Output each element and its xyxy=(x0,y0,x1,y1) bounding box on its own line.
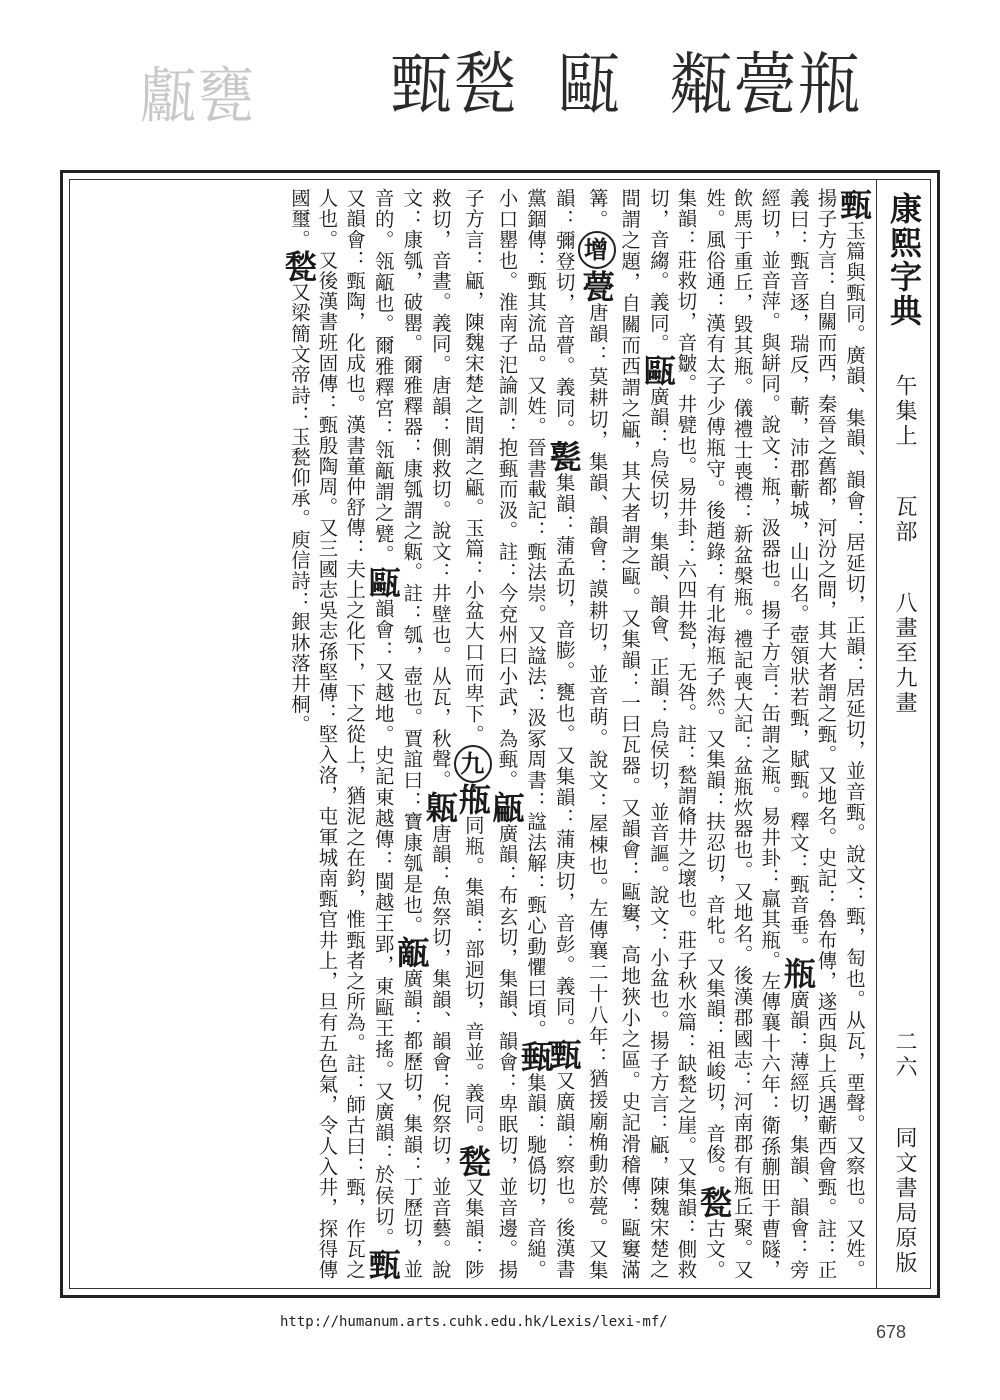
seal-script-ghost-left: 甗甕 xyxy=(140,61,256,132)
entry-definition: 廣韻：布玄切，集韻、韻會：卑眠切，並音邊。揚子方言：甂，陳魏宋楚之間謂之甂。玉篇：小盆大口而卑下。 xyxy=(461,188,519,1281)
sidebar-top-group xyxy=(877,192,930,716)
page-frame xyxy=(69,179,931,1289)
entry-headword: 甁 xyxy=(453,782,492,815)
entry-definition: 又梁簡文帝詩：玉甃仰承。庾信詩：銀牀落井桐。 xyxy=(287,281,311,736)
entry-definition: 又韻會：甄陶，化成也。漢書董仲舒傳：夫上之化下，下之從上，猶泥之在鈞，惟甄者之所為。註：師古曰：甄，作瓦之人也。又後漢書班固傳：甄殷陶周。又三國志吳志孫堅傳：堅入洛，屯軍城南甄官井上，旦有五色氣，令人入井，探得傳國璽。 xyxy=(287,188,367,1280)
sidebar-bottom-group xyxy=(877,1030,930,1276)
dictionary-entry xyxy=(363,565,402,1249)
entry-headword: 甄 xyxy=(835,188,873,221)
entry-definition: 又廣韻：察也。後漢書黨錮傳：甄其流品。又姓。晉書載記：甄法崇。又諡法：汲冢周書：諡法解：甄心動懼曰頃。 xyxy=(524,188,576,1281)
entry-definition: 廣韻：薄經切，集韻、韻會：旁經切，並音萍。與缾同。說文：瓶，汲器也。揚子方言：缶謂之瓶。易井卦：羸其瓶。左傳襄十六年：衛孫蒯田于曹隧，飲馬于重丘，毀其瓶。儀禮士喪禮：新盆槃瓶。禮記喪大記：盆瓶炊器也。又地名。後漢郡國志：河南郡有瓶丘聚。又姓。風俗通：漢有太子少傅瓶守。後趙錄：有北海瓶子然。又集韻：扶忍切，音牝。又集韻：祖峻切，音俊。 xyxy=(703,188,810,1280)
entry-definition: 唐韻：魚祭切，集韻、韻會：倪祭切，並音藝。說文：康瓠，破罌。爾雅釋器：康瓠謂之甈。註：瓠，壺也。賈誼曰：寶康瓠是也。 xyxy=(400,188,452,1281)
seal-script-group-1: 甄甃 xyxy=(390,45,519,124)
dictionary-page xyxy=(60,170,940,1298)
entry-definition: 同瓶。集韻：部迥切，音並。義同。 xyxy=(461,814,485,1145)
entry-headword: 甏 xyxy=(544,439,583,473)
page-label: 二六 xyxy=(892,1030,917,1080)
entry-definition: 唐韻：莫耕切，集韻、韻會：謨耕切，並音萌。說文：屋棟也。左傳襄二十八年：猶援廟桷動於甍。又集韻：彌登切，音瞢。義同。 xyxy=(552,188,609,1280)
entry-definition: 玉篇與甄同。廣韻、集韻、韻會：居延切，正韻：居延切，並音甄。說文：甄，匋也。从瓦，垔聲。又察也。又姓。揚子方言：自關而西，秦晉之舊都，河汾之間，其大者謂之甄。又地名。史記：魯布傳，遂西與上兵遇蘄西會甄。註：正義曰：甄音逐，瑞反，蘄，沛郡蘄城，山山名。壺領狀若甄，賦甄。釋文：甄音垂。 xyxy=(786,188,866,1280)
publisher-label: 同文書局原版 xyxy=(892,1126,917,1276)
entry-headword: 甄 xyxy=(363,1248,402,1280)
stroke-count-marker: 九 xyxy=(454,745,492,783)
seal-script-group-3: 甐甍瓶 xyxy=(670,45,863,124)
radical-label: 瓦部 xyxy=(892,495,917,545)
entry-headword: 甃 xyxy=(695,1185,734,1218)
entry-headword: 甄 xyxy=(544,1038,583,1071)
volume-label: 午集上 xyxy=(892,374,917,449)
entry-definition: 又集韻：陟救切，音晝。義同。唐韻：側救切。說文：井壁也。从瓦，秋聲。 xyxy=(428,188,485,1281)
entry-headword: 甀 xyxy=(516,1040,555,1073)
entry-definition: 集韻：蒲孟切，音膨。甕也。又集韻：蒲庚切，音彭。義同。 xyxy=(552,472,576,1039)
entry-headword: 甃 xyxy=(453,1144,492,1177)
page-sidebar xyxy=(876,180,930,1288)
dictionary-entry xyxy=(279,249,318,736)
entry-headword: 甍 xyxy=(577,268,616,302)
seal-script-header xyxy=(0,0,1000,172)
entry-headword: 甌 xyxy=(638,354,677,387)
dictionary-title: 康熙字典 xyxy=(885,192,923,328)
page-number: 678 xyxy=(876,1322,907,1342)
entry-definition: 集韻：馳僞切，音縋。小口罌也。淮南子汜論訓：抱甀而汲。註：今兗州曰小武，為甀。 xyxy=(495,188,548,1281)
entry-headword: 甈 xyxy=(420,790,459,823)
entry-headword: 瓶 xyxy=(778,957,817,990)
entry-definition: 古文。集韻：莊救切，音皺。井甓也。易井卦：六四井甃，无咎。註：甃謂脩井之壞也。莊子秋水篇：缺甃之崖。又集韻：側救切，音縐。義同。 xyxy=(646,188,727,1280)
source-url[interactable]: http://humanum.arts.cuhk.edu.hk/Lexis/lexi-mf/ xyxy=(280,1314,668,1330)
entry-headword: 甂 xyxy=(487,790,526,823)
dictionary-entry xyxy=(453,782,492,1145)
entry-definition: 廣韻：都歷切，集韻：丁歷切，並音的。瓴甋也。爾雅釋宮：瓴甋謂之甓。 xyxy=(371,188,424,1280)
entry-definition: 廣韻：烏侯切，集韻、韻會、正韻：烏侯切，並音謳。說文：小盆也。揚子方言：甂，陳魏宋楚之間謂之題，自關而西謂之甂，其大者謂之甌。又集韻：一曰瓦器。又韻會：甌窶，高地狹小之區。史記滑稽傳：甌窶滿篝。 xyxy=(585,188,670,1280)
entry-headword: 甌 xyxy=(363,565,402,598)
stroke-range-label: 八畫至九畫 xyxy=(892,591,917,716)
dictionary-entry xyxy=(544,439,583,1039)
entry-definition: 韻會：又越地。史記東越傳：閩越王郢，東甌王搖。又廣韻：於侯切。 xyxy=(371,597,395,1248)
seal-script-group-2: 甌 xyxy=(558,45,623,124)
dictionary-entries xyxy=(78,188,873,1281)
entry-headword: 甋 xyxy=(392,936,431,969)
stroke-count-marker: 增 xyxy=(578,231,616,269)
entry-headword: 甃 xyxy=(279,249,318,282)
